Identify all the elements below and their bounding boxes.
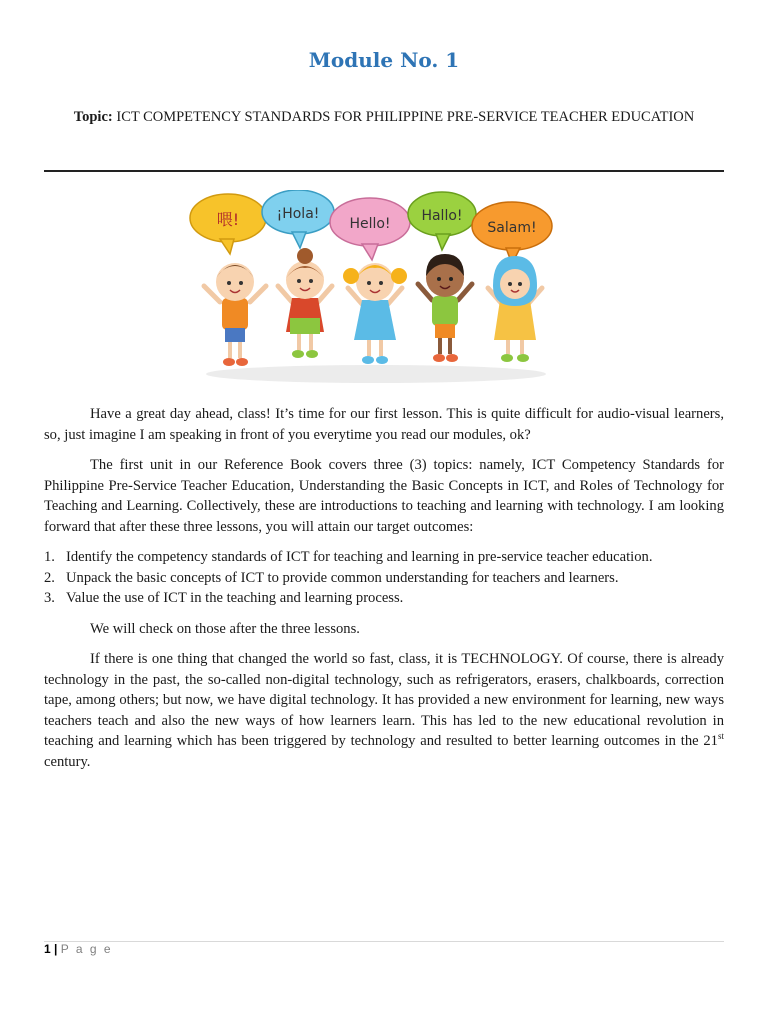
paragraph-technology (44, 649, 724, 772)
paragraph-unit-overview: The first unit in our Reference Book covers three (3) topics: namely, ICT Competency Standards for Philippine Pre-Service Teacher Education, Understanding the Basic Concepts in ICT, and Roles of Technology for Teaching and Learning. Collectively, these are introductions to teaching and learning with technology. I am looking forward that after these three lessons, you will attain our target outcomes: (44, 457, 724, 535)
bubble-text-3: Hello! (349, 216, 391, 232)
list-item-text: Unpack the basic concepts of ICT to provide common understanding for teachers and learners. (66, 569, 619, 586)
page-label: P a g e (60, 942, 113, 956)
bubble-text-1: 喂! (216, 210, 240, 229)
paragraph-check-note: We will check on those after the three lessons. (90, 620, 360, 637)
speech-bubble-3 (330, 198, 410, 260)
footer-divider (44, 941, 724, 942)
paragraph-technology-text: If there is one thing that changed the world so fast, class, it is TECHNOLOGY. Of course, there is already technology in the past, the so-called non-digital technology, such as refrigerators, erasers, chalkboards, correction tape, among others; but now, we have digital technology. It has provided a new environment for learning, new ways teachers teach and also the new ways of how learners learn. This has led to the new educational revolution in teaching and learning which has been triggered by technology and resulted to better learning outcomes in the 21 (44, 651, 724, 749)
topic-label: Topic: (73, 109, 113, 125)
page-footer (44, 942, 113, 956)
child-2 (278, 248, 332, 358)
speech-bubble-1 (190, 194, 266, 254)
target-outcomes-list (44, 547, 724, 609)
speech-bubble-4 (408, 192, 476, 250)
children-greeting-illustration (186, 190, 566, 386)
header-divider (44, 170, 724, 172)
paragraph-greeting: Have a great day ahead, class! It’s time for our first lesson. This is quite difficult for audio-visual learners, so, just imagine I am speaking in front of you everytime you read our modules, ok? (44, 406, 724, 443)
list-item-text: Identify the competency standards of ICT for teaching and learning in pre-service teacher education. (66, 549, 653, 565)
child-5 (488, 256, 542, 362)
list-item-number: 2. (44, 569, 55, 586)
speech-bubble-2 (262, 190, 334, 248)
list-item-number: 3. (44, 590, 55, 606)
child-4 (418, 254, 472, 362)
footer-separator: | (54, 942, 58, 956)
bubble-text-2: ¡Hola! (276, 206, 320, 222)
list-item-text: Value the use of ICT in the teaching and learning process. (66, 590, 404, 606)
child-3 (343, 263, 407, 364)
topic-heading (70, 107, 698, 127)
module-title: Module No. 1 (308, 48, 460, 72)
ordinal-suffix: st (717, 731, 724, 742)
list-item (44, 588, 724, 609)
paragraph-technology-end: century. (44, 753, 91, 770)
page-number: 1 (44, 942, 51, 956)
bubble-text-4: Hallo! (421, 208, 463, 224)
speech-bubble-5 (472, 202, 552, 264)
module-body (44, 404, 724, 782)
topic-text: ICT COMPETENCY STANDARDS FOR PHILIPPINE PRE-SERVICE TEACHER EDUCATION (116, 109, 695, 125)
list-item (44, 547, 724, 568)
bubble-text-5: Salam! (487, 220, 537, 236)
child-1 (204, 263, 266, 366)
list-item-number: 1. (44, 549, 55, 565)
list-item (44, 568, 724, 589)
